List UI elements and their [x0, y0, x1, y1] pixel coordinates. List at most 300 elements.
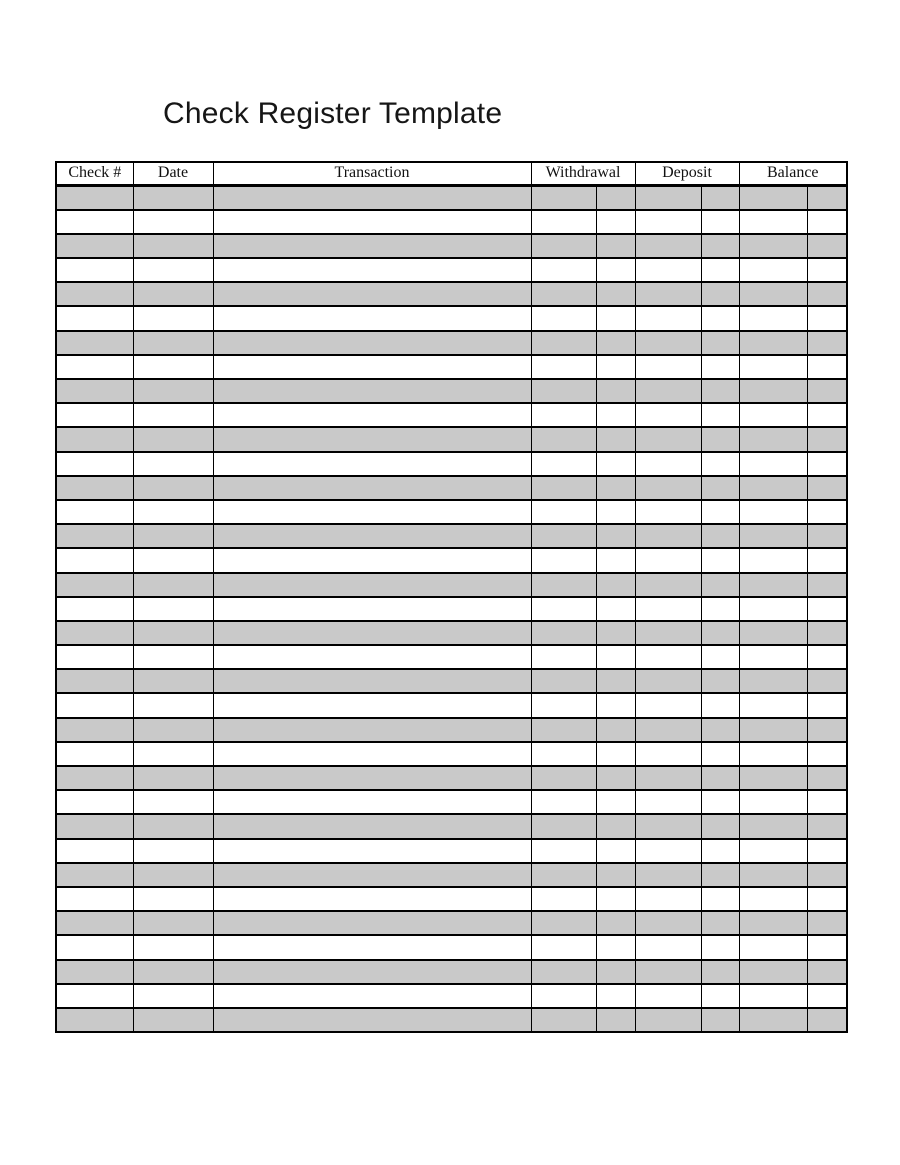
balance-amount-cell	[739, 669, 807, 693]
date-cell	[133, 379, 213, 403]
deposit-amount-cell	[635, 669, 701, 693]
table-row	[56, 718, 847, 742]
balance-cents-cell	[807, 524, 847, 548]
balance-amount-cell	[739, 548, 807, 572]
check-number-cell	[56, 355, 133, 379]
column-header-transaction: Transaction	[213, 162, 531, 186]
date-cell	[133, 186, 213, 210]
balance-cents-cell	[807, 863, 847, 887]
transaction-cell	[213, 234, 531, 258]
check-number-cell	[56, 210, 133, 234]
balance-amount-cell	[739, 306, 807, 330]
transaction-cell	[213, 597, 531, 621]
transaction-cell	[213, 887, 531, 911]
withdrawal-cents-cell	[596, 984, 635, 1008]
balance-amount-cell	[739, 645, 807, 669]
date-cell	[133, 355, 213, 379]
deposit-amount-cell	[635, 403, 701, 427]
balance-cents-cell	[807, 282, 847, 306]
table-row	[56, 839, 847, 863]
deposit-amount-cell	[635, 524, 701, 548]
check-number-cell	[56, 1008, 133, 1032]
transaction-cell	[213, 379, 531, 403]
balance-amount-cell	[739, 524, 807, 548]
balance-amount-cell	[739, 911, 807, 935]
balance-amount-cell	[739, 331, 807, 355]
withdrawal-amount-cell	[531, 742, 596, 766]
balance-cents-cell	[807, 234, 847, 258]
withdrawal-cents-cell	[596, 500, 635, 524]
date-cell	[133, 984, 213, 1008]
column-header-deposit: Deposit	[635, 162, 739, 186]
deposit-amount-cell	[635, 427, 701, 451]
deposit-amount-cell	[635, 718, 701, 742]
transaction-cell	[213, 452, 531, 476]
withdrawal-amount-cell	[531, 524, 596, 548]
balance-amount-cell	[739, 476, 807, 500]
check-number-cell	[56, 306, 133, 330]
check-number-cell	[56, 645, 133, 669]
check-number-cell	[56, 331, 133, 355]
withdrawal-amount-cell	[531, 500, 596, 524]
withdrawal-cents-cell	[596, 234, 635, 258]
check-number-cell	[56, 282, 133, 306]
deposit-amount-cell	[635, 500, 701, 524]
deposit-cents-cell	[701, 887, 739, 911]
date-cell	[133, 1008, 213, 1032]
deposit-cents-cell	[701, 403, 739, 427]
table-row	[56, 403, 847, 427]
deposit-cents-cell	[701, 718, 739, 742]
balance-cents-cell	[807, 911, 847, 935]
withdrawal-cents-cell	[596, 839, 635, 863]
balance-amount-cell	[739, 960, 807, 984]
column-header-date: Date	[133, 162, 213, 186]
withdrawal-amount-cell	[531, 1008, 596, 1032]
withdrawal-amount-cell	[531, 210, 596, 234]
withdrawal-amount-cell	[531, 306, 596, 330]
table-row	[56, 887, 847, 911]
withdrawal-amount-cell	[531, 186, 596, 210]
date-cell	[133, 839, 213, 863]
balance-cents-cell	[807, 814, 847, 838]
date-cell	[133, 669, 213, 693]
check-number-cell	[56, 766, 133, 790]
balance-cents-cell	[807, 355, 847, 379]
balance-amount-cell	[739, 210, 807, 234]
withdrawal-amount-cell	[531, 403, 596, 427]
check-number-cell	[56, 427, 133, 451]
table-row	[56, 234, 847, 258]
check-number-cell	[56, 693, 133, 717]
check-number-cell	[56, 984, 133, 1008]
table-row	[56, 790, 847, 814]
check-number-cell	[56, 742, 133, 766]
deposit-amount-cell	[635, 355, 701, 379]
date-cell	[133, 935, 213, 959]
transaction-cell	[213, 282, 531, 306]
withdrawal-cents-cell	[596, 355, 635, 379]
deposit-cents-cell	[701, 282, 739, 306]
table-row	[56, 452, 847, 476]
date-cell	[133, 645, 213, 669]
balance-amount-cell	[739, 887, 807, 911]
deposit-cents-cell	[701, 548, 739, 572]
balance-cents-cell	[807, 766, 847, 790]
withdrawal-amount-cell	[531, 597, 596, 621]
balance-cents-cell	[807, 186, 847, 210]
deposit-cents-cell	[701, 669, 739, 693]
deposit-amount-cell	[635, 742, 701, 766]
withdrawal-cents-cell	[596, 548, 635, 572]
transaction-cell	[213, 839, 531, 863]
balance-cents-cell	[807, 839, 847, 863]
deposit-cents-cell	[701, 984, 739, 1008]
deposit-amount-cell	[635, 1008, 701, 1032]
check-number-cell	[56, 524, 133, 548]
balance-cents-cell	[807, 645, 847, 669]
balance-cents-cell	[807, 790, 847, 814]
check-number-cell	[56, 452, 133, 476]
balance-amount-cell	[739, 186, 807, 210]
transaction-cell	[213, 621, 531, 645]
table-row	[56, 524, 847, 548]
transaction-cell	[213, 331, 531, 355]
withdrawal-cents-cell	[596, 331, 635, 355]
withdrawal-cents-cell	[596, 597, 635, 621]
date-cell	[133, 452, 213, 476]
transaction-cell	[213, 476, 531, 500]
transaction-cell	[213, 210, 531, 234]
check-number-cell	[56, 548, 133, 572]
withdrawal-cents-cell	[596, 887, 635, 911]
deposit-cents-cell	[701, 452, 739, 476]
deposit-amount-cell	[635, 911, 701, 935]
balance-cents-cell	[807, 427, 847, 451]
deposit-cents-cell	[701, 597, 739, 621]
table-row	[56, 911, 847, 935]
transaction-cell	[213, 258, 531, 282]
balance-amount-cell	[739, 597, 807, 621]
deposit-amount-cell	[635, 476, 701, 500]
date-cell	[133, 234, 213, 258]
withdrawal-amount-cell	[531, 718, 596, 742]
deposit-cents-cell	[701, 306, 739, 330]
date-cell	[133, 766, 213, 790]
date-cell	[133, 427, 213, 451]
column-header-balance: Balance	[739, 162, 847, 186]
withdrawal-amount-cell	[531, 355, 596, 379]
withdrawal-cents-cell	[596, 1008, 635, 1032]
deposit-cents-cell	[701, 186, 739, 210]
transaction-cell	[213, 693, 531, 717]
date-cell	[133, 210, 213, 234]
withdrawal-cents-cell	[596, 306, 635, 330]
date-cell	[133, 621, 213, 645]
deposit-amount-cell	[635, 621, 701, 645]
deposit-amount-cell	[635, 839, 701, 863]
balance-amount-cell	[739, 427, 807, 451]
deposit-amount-cell	[635, 258, 701, 282]
deposit-amount-cell	[635, 693, 701, 717]
check-number-cell	[56, 887, 133, 911]
check-number-cell	[56, 911, 133, 935]
date-cell	[133, 500, 213, 524]
balance-cents-cell	[807, 331, 847, 355]
deposit-cents-cell	[701, 500, 739, 524]
deposit-cents-cell	[701, 766, 739, 790]
withdrawal-amount-cell	[531, 573, 596, 597]
balance-amount-cell	[739, 863, 807, 887]
withdrawal-amount-cell	[531, 839, 596, 863]
withdrawal-cents-cell	[596, 742, 635, 766]
balance-amount-cell	[739, 766, 807, 790]
deposit-cents-cell	[701, 355, 739, 379]
withdrawal-cents-cell	[596, 669, 635, 693]
table-row	[56, 306, 847, 330]
withdrawal-amount-cell	[531, 863, 596, 887]
table-row	[56, 282, 847, 306]
table-row	[56, 258, 847, 282]
deposit-amount-cell	[635, 984, 701, 1008]
balance-cents-cell	[807, 476, 847, 500]
withdrawal-amount-cell	[531, 935, 596, 959]
table-row	[56, 476, 847, 500]
withdrawal-cents-cell	[596, 863, 635, 887]
check-number-cell	[56, 790, 133, 814]
check-number-cell	[56, 186, 133, 210]
table-body	[56, 186, 847, 1033]
deposit-cents-cell	[701, 1008, 739, 1032]
check-number-cell	[56, 573, 133, 597]
deposit-cents-cell	[701, 621, 739, 645]
balance-cents-cell	[807, 935, 847, 959]
check-number-cell	[56, 379, 133, 403]
withdrawal-cents-cell	[596, 814, 635, 838]
deposit-cents-cell	[701, 427, 739, 451]
page-title: Check Register Template	[163, 97, 503, 130]
deposit-amount-cell	[635, 863, 701, 887]
transaction-cell	[213, 911, 531, 935]
deposit-amount-cell	[635, 210, 701, 234]
deposit-amount-cell	[635, 887, 701, 911]
balance-cents-cell	[807, 742, 847, 766]
withdrawal-cents-cell	[596, 621, 635, 645]
balance-amount-cell	[739, 693, 807, 717]
table-row	[56, 621, 847, 645]
withdrawal-cents-cell	[596, 960, 635, 984]
withdrawal-amount-cell	[531, 984, 596, 1008]
check-number-cell	[56, 814, 133, 838]
transaction-cell	[213, 1008, 531, 1032]
balance-amount-cell	[739, 573, 807, 597]
date-cell	[133, 258, 213, 282]
table-row	[56, 863, 847, 887]
deposit-amount-cell	[635, 573, 701, 597]
table-row	[56, 984, 847, 1008]
transaction-cell	[213, 427, 531, 451]
check-number-cell	[56, 234, 133, 258]
balance-cents-cell	[807, 403, 847, 427]
balance-cents-cell	[807, 597, 847, 621]
date-cell	[133, 790, 213, 814]
withdrawal-amount-cell	[531, 766, 596, 790]
deposit-cents-cell	[701, 331, 739, 355]
balance-cents-cell	[807, 718, 847, 742]
deposit-amount-cell	[635, 597, 701, 621]
transaction-cell	[213, 548, 531, 572]
table-row	[56, 331, 847, 355]
withdrawal-amount-cell	[531, 790, 596, 814]
table-row	[56, 597, 847, 621]
check-number-cell	[56, 718, 133, 742]
date-cell	[133, 863, 213, 887]
date-cell	[133, 718, 213, 742]
transaction-cell	[213, 984, 531, 1008]
balance-amount-cell	[739, 621, 807, 645]
withdrawal-cents-cell	[596, 476, 635, 500]
deposit-amount-cell	[635, 379, 701, 403]
balance-cents-cell	[807, 452, 847, 476]
deposit-amount-cell	[635, 331, 701, 355]
deposit-cents-cell	[701, 742, 739, 766]
withdrawal-cents-cell	[596, 766, 635, 790]
check-number-cell	[56, 839, 133, 863]
deposit-amount-cell	[635, 960, 701, 984]
withdrawal-amount-cell	[531, 960, 596, 984]
table-header	[56, 162, 847, 186]
table-row	[56, 742, 847, 766]
deposit-cents-cell	[701, 645, 739, 669]
transaction-cell	[213, 500, 531, 524]
transaction-cell	[213, 355, 531, 379]
deposit-amount-cell	[635, 814, 701, 838]
balance-amount-cell	[739, 355, 807, 379]
date-cell	[133, 597, 213, 621]
deposit-cents-cell	[701, 790, 739, 814]
transaction-cell	[213, 742, 531, 766]
balance-cents-cell	[807, 258, 847, 282]
check-number-cell	[56, 597, 133, 621]
withdrawal-cents-cell	[596, 573, 635, 597]
deposit-cents-cell	[701, 379, 739, 403]
deposit-cents-cell	[701, 693, 739, 717]
date-cell	[133, 476, 213, 500]
deposit-cents-cell	[701, 476, 739, 500]
balance-cents-cell	[807, 887, 847, 911]
withdrawal-amount-cell	[531, 427, 596, 451]
deposit-cents-cell	[701, 814, 739, 838]
withdrawal-cents-cell	[596, 935, 635, 959]
balance-cents-cell	[807, 1008, 847, 1032]
balance-amount-cell	[739, 814, 807, 838]
deposit-amount-cell	[635, 234, 701, 258]
check-number-cell	[56, 621, 133, 645]
transaction-cell	[213, 960, 531, 984]
check-number-cell	[56, 935, 133, 959]
withdrawal-cents-cell	[596, 790, 635, 814]
check-number-cell	[56, 669, 133, 693]
table-row	[56, 427, 847, 451]
transaction-cell	[213, 863, 531, 887]
balance-amount-cell	[739, 742, 807, 766]
table-row	[56, 669, 847, 693]
deposit-cents-cell	[701, 573, 739, 597]
balance-cents-cell	[807, 500, 847, 524]
date-cell	[133, 814, 213, 838]
withdrawal-amount-cell	[531, 669, 596, 693]
balance-cents-cell	[807, 306, 847, 330]
withdrawal-cents-cell	[596, 210, 635, 234]
date-cell	[133, 331, 213, 355]
date-cell	[133, 524, 213, 548]
table-row	[56, 1008, 847, 1032]
balance-amount-cell	[739, 282, 807, 306]
deposit-cents-cell	[701, 258, 739, 282]
withdrawal-cents-cell	[596, 427, 635, 451]
balance-amount-cell	[739, 984, 807, 1008]
transaction-cell	[213, 814, 531, 838]
table-row	[56, 960, 847, 984]
deposit-cents-cell	[701, 960, 739, 984]
table-header-row	[56, 162, 847, 186]
balance-amount-cell	[739, 452, 807, 476]
balance-cents-cell	[807, 621, 847, 645]
balance-cents-cell	[807, 669, 847, 693]
table-row	[56, 766, 847, 790]
withdrawal-cents-cell	[596, 186, 635, 210]
balance-cents-cell	[807, 984, 847, 1008]
deposit-amount-cell	[635, 282, 701, 306]
deposit-cents-cell	[701, 911, 739, 935]
withdrawal-cents-cell	[596, 524, 635, 548]
balance-cents-cell	[807, 379, 847, 403]
check-number-cell	[56, 403, 133, 427]
transaction-cell	[213, 186, 531, 210]
table-row	[56, 645, 847, 669]
withdrawal-amount-cell	[531, 887, 596, 911]
table-row	[56, 548, 847, 572]
withdrawal-amount-cell	[531, 693, 596, 717]
deposit-cents-cell	[701, 935, 739, 959]
date-cell	[133, 960, 213, 984]
check-number-cell	[56, 258, 133, 282]
table-row	[56, 186, 847, 210]
deposit-amount-cell	[635, 790, 701, 814]
withdrawal-cents-cell	[596, 403, 635, 427]
transaction-cell	[213, 403, 531, 427]
deposit-cents-cell	[701, 524, 739, 548]
balance-amount-cell	[739, 935, 807, 959]
transaction-cell	[213, 766, 531, 790]
date-cell	[133, 548, 213, 572]
withdrawal-amount-cell	[531, 814, 596, 838]
date-cell	[133, 693, 213, 717]
transaction-cell	[213, 645, 531, 669]
transaction-cell	[213, 573, 531, 597]
table-row	[56, 573, 847, 597]
withdrawal-cents-cell	[596, 258, 635, 282]
table-row	[56, 814, 847, 838]
transaction-cell	[213, 935, 531, 959]
withdrawal-cents-cell	[596, 718, 635, 742]
withdrawal-amount-cell	[531, 282, 596, 306]
balance-cents-cell	[807, 960, 847, 984]
check-register-table	[55, 161, 848, 1033]
column-header-withdrawal: Withdrawal	[531, 162, 635, 186]
withdrawal-cents-cell	[596, 379, 635, 403]
balance-amount-cell	[739, 258, 807, 282]
